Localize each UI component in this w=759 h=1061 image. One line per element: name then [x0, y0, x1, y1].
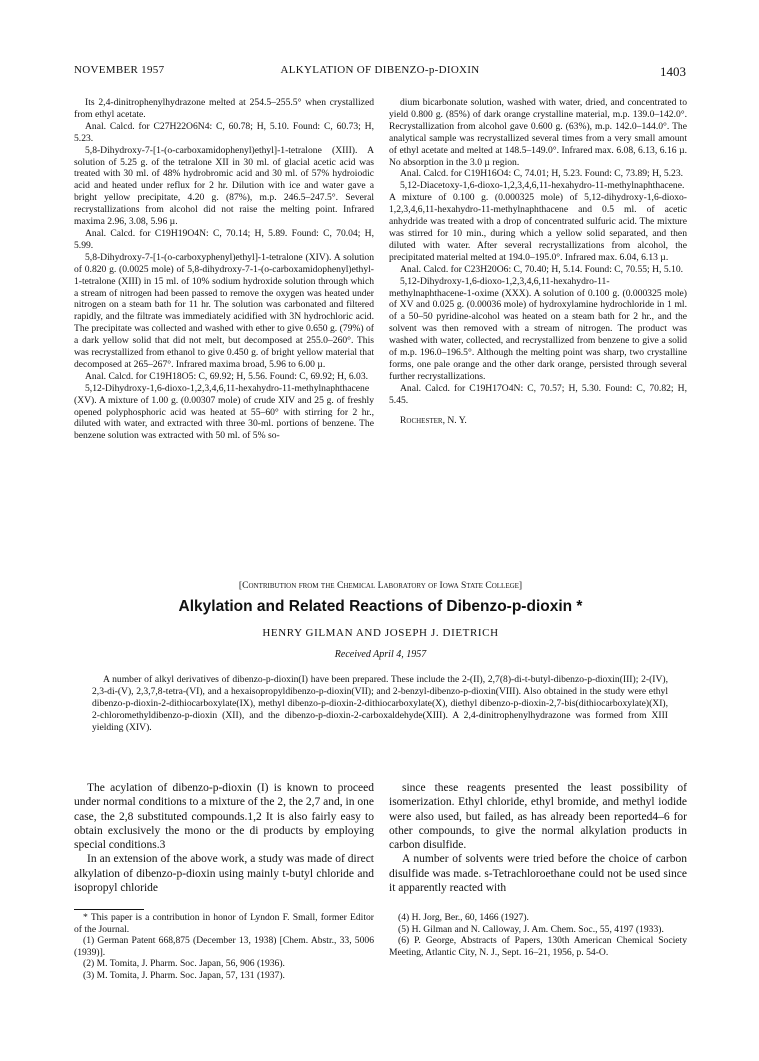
paragraph: 5,12-Dihydroxy-1,6-dioxo-1,2,3,4,6,11-hexahydro-11-methylnaphthacene-1-oxime (XXX). A solution of 0.100 g. (0.000325 mole) of XV and 0.025 g. (0.00036 mole) of hydroxylamine hydrochloride in 1 ml. of a 50–50 pyridine-alcohol was heated on a steam bath for 2 hr., and the solvent was then removed with a stream of nitrogen. The product was washed with water, collected, and recrystallized from benzene to give a solid of m.p. 196.0–196.5°. Although the melting point was sharp, two crystalline forms, one pale orange and the other dark orange, persisted through several further recrystallizations. — [389, 275, 687, 382]
authors: HENRY GILMAN AND JOSEPH J. DIETRICH — [262, 627, 499, 639]
paragraph: 5,12-Diacetoxy-1,6-dioxo-1,2,3,4,6,11-hexahydro-11-methylnaphthacene. A mixture of 0.100 g. (0.000325 mole) of 5,12-dihydroxy-1,6-dioxo-1,2,3,4,6,11-hexahydro-11-methylnaphthacene and 0.5 ml. of acetic anhydride was treated with a drop of concentrated sulfuric acid. The mixture was stirred for 10 min., during which a yellow solid separated, and then diluted with water. After several recrystallizations from alcohol, the precipitated material melted at 194.0–195.0°. Infrared max. 6.04, 6.13 µ. — [389, 180, 687, 263]
footnotes-right — [389, 912, 687, 958]
paragraph: 5,8-Dihydroxy-7-[1-(o-carboxamidophenyl)ethyl]-1-tetralone (XIII). A solution of 5.25 g. of the tetralone XII in 30 ml. of glacial acetic acid was treated with 30 ml. of 48% hydrobromic acid and 30 ml. of 57% hydroiodic acid and heated under reflux for 2 hr. Dilution with ice and water gave a bright yellow precipitate, 4.20 g. (87%), m.p. 246.5–247.5°. Several recrystallizations from alcohol did not raise the melting point. Infrared maxima 2.96, 3.08, 5.96 µ. — [74, 144, 374, 228]
paragraph: Anal. Calcd. for C23H20O6: C, 70.40; H, 5.14. Found: C, 70.55; H, 5.10. — [400, 263, 684, 275]
paragraph: In an extension of the above work, a study was made of direct alkylation of dibenzo-p-dioxin using mainly t-butyl chloride and isopropyl chloride — [74, 853, 374, 895]
footnote: (4) H. Jorg, Ber., 60, 1466 (1927). — [398, 912, 529, 923]
abstract — [92, 674, 668, 734]
experimental-right-column — [389, 97, 687, 426]
footnote: (6) P. George, Abstracts of Papers, 130th American Chemical Society Meeting, Atlantic City, N. J., Sept. 16–21, 1956, p. 54-O. — [389, 935, 687, 958]
contribution-line: [Contribution from the Chemical Laboratory of Iowa State College] — [238, 580, 523, 591]
running-header — [74, 64, 686, 80]
body-right-column — [389, 781, 687, 895]
footnote: (1) German Patent 668,875 (December 13, 1938) [Chem. Abstr., 33, 5006 (1939)]. — [74, 935, 374, 958]
paragraph: 5,12-Dihydroxy-1,6-dioxo-1,2,3,4,6,11-hexahydro-11-methylnaphthacene (XV). A mixture of 1.00 g. (0.00307 mole) of crude XIV and 25 g. of freshly opened polyphosphoric acid was heated at 55–60° with stirring for 2 hr., diluted with water, and extracted with three 30-ml. portions of benzene. The benzene solution was extracted with 50 ml. of 5% so- — [74, 382, 374, 442]
paragraph: A number of solvents were tried before the choice of carbon disulfide was made. s-Tetrachloroethane could not be used since it apparently reacted with — [389, 853, 687, 895]
experimental-left-column — [74, 97, 374, 442]
footnote: (3) M. Tomita, J. Pharm. Soc. Japan, 57, 131 (1937). — [83, 969, 285, 981]
abstract-text: A number of alkyl derivatives of dibenzo-p-dioxin(I) have been prepared. These include the 2-(II), 2,7(8)-di-t-butyl-dibenzo-p-dioxin(III); 2-(IV), 2,3-di-(V), 2,3,7,8-tetra-(VI), and a hexaisopropyldibenzo-p-dioxin(VII); and 2-benzyl-dibenzo-p-dioxin(VIII). Also obtained in the study were ethyl dibenzo-p-dioxin-2-dithiocarboxylate(IX), methyl dibenzo-p-dioxin-2-dithiocarboxylate(X), diethyl dibenzo-p-dioxin-2,7-bis(dithiocarboxylate)(XI), 2-chloromethyldibenzo-p-dioxin (XII), and the dibenzo-p-dioxin-2-carboxaldehyde(XIII). A 2,4-dinitrophenylhydrazone was formed from XIII yielding (XIV). — [92, 674, 668, 733]
location-signoff: Rochester, N. Y. — [400, 414, 467, 426]
received-date: Received April 4, 1957 — [334, 649, 427, 660]
paragraph: 5,8-Dihydroxy-7-[1-(o-carboxyphenyl)ethyl]-1-tetralone (XIV). A solution of 0.820 g. (0.0025 mole) of 5,8-dihydroxy-7-1-(o-carboxamidophenyl)ethyl-1-tetralone (XIII) in 15 ml. of 10% sodium hydroxide solution through which a stream of nitrogen had been passed to remove the oxygen was heated under nitrogen on a steam bath for 11 hr. The solution was carbonated and filtered rapidly, and the filtrate was immediately acidified with 3N hydrochloric acid. The precipitate was collected and washed with ether to give 0.650 g. (79%) of a dark yellow solid that did not melt, but decomposed at 255.0–260°. This was recrystallized from ethanol to give 0.450 g. of bright yellow material that decomposed at 265–267°. Infrared maxima broad, 5.96 to 6.00 µ. — [74, 251, 374, 370]
paragraph: The acylation of dibenzo-p-dioxin (I) is known to proceed under normal conditions to a mixture of the 2, the 2,7 and, in one case, the 2,8 substituted compounds.1,2 It is also fairly easy to obtain exclusively the mono or the di products by employing special conditions.3 — [74, 782, 374, 852]
paragraph: since these reagents presented the least possibility of isomerization. Ethyl chloride, ethyl bromide, and methyl iodide were also used, but failed, as has already been reported4–6 for other compounds, to give the normal alkylation products in carbon disulfide. — [389, 782, 687, 852]
page-number: 1403 — [660, 64, 686, 79]
article-title: Alkylation and Related Reactions of Dibenzo-p-dioxin * — [178, 598, 583, 615]
paragraph: Anal. Calcd. for C19H17O4N: C, 70.57; H, 5.30. Found: C, 70.82; H, 5.45. — [389, 382, 687, 406]
paragraph: Anal. Calcd. for C19H19O4N: C, 70.14; H, 5.89. Found: C, 70.04; H, 5.99. — [74, 227, 374, 251]
paragraph: dium bicarbonate solution, washed with water, dried, and concentrated to yield 0.800 g. (85%) of dark orange crystalline material, m.p. 139.0–142.0°. Recrystallization from alcohol gave 0.600 g. (63%), m.p. 142.0–144.0°. The analytical sample was recrystallized several times from a very small amount of ethyl acetate and melted at 148.5–149.0°. Infrared max. 6.08, 6.13, 6.16 µ. No absorption in the 3.0 µ region. — [389, 97, 687, 168]
paragraph: Anal. Calcd. for C19H18O5: C, 69.92; H, 5.56. Found: C, 69.92; H, 6.03. — [85, 370, 369, 382]
header-running-title: ALKYLATION OF DIBENZO-p-DIOXIN — [280, 64, 480, 76]
paragraph: Its 2,4-dinitrophenylhydrazone melted at 254.5–255.5° when crystallized from ethyl acetate. — [74, 97, 374, 120]
header-date: NOVEMBER 1957 — [74, 64, 165, 76]
paragraph: Anal. Calcd. for C19H16O4: C, 74.01; H, 5.23. Found: C, 73.89; H, 5.23. — [400, 168, 684, 180]
footnote: * This paper is a contribution in honor of Lyndon F. Small, former Editor of the Journal. — [74, 912, 374, 935]
paragraph: Anal. Calcd. for C27H22O6N4: C, 60.78; H, 5.10. Found: C, 60.73; H, 5.23. — [74, 120, 374, 144]
footnote: (2) M. Tomita, J. Pharm. Soc. Japan, 56, 906 (1936). — [83, 958, 285, 970]
footnote-divider — [74, 909, 144, 910]
footnotes-left — [74, 912, 374, 982]
body-left-column — [74, 781, 374, 895]
footnote: (5) H. Gilman and N. Calloway, J. Am. Chem. Soc., 55, 4197 (1933). — [398, 923, 664, 935]
